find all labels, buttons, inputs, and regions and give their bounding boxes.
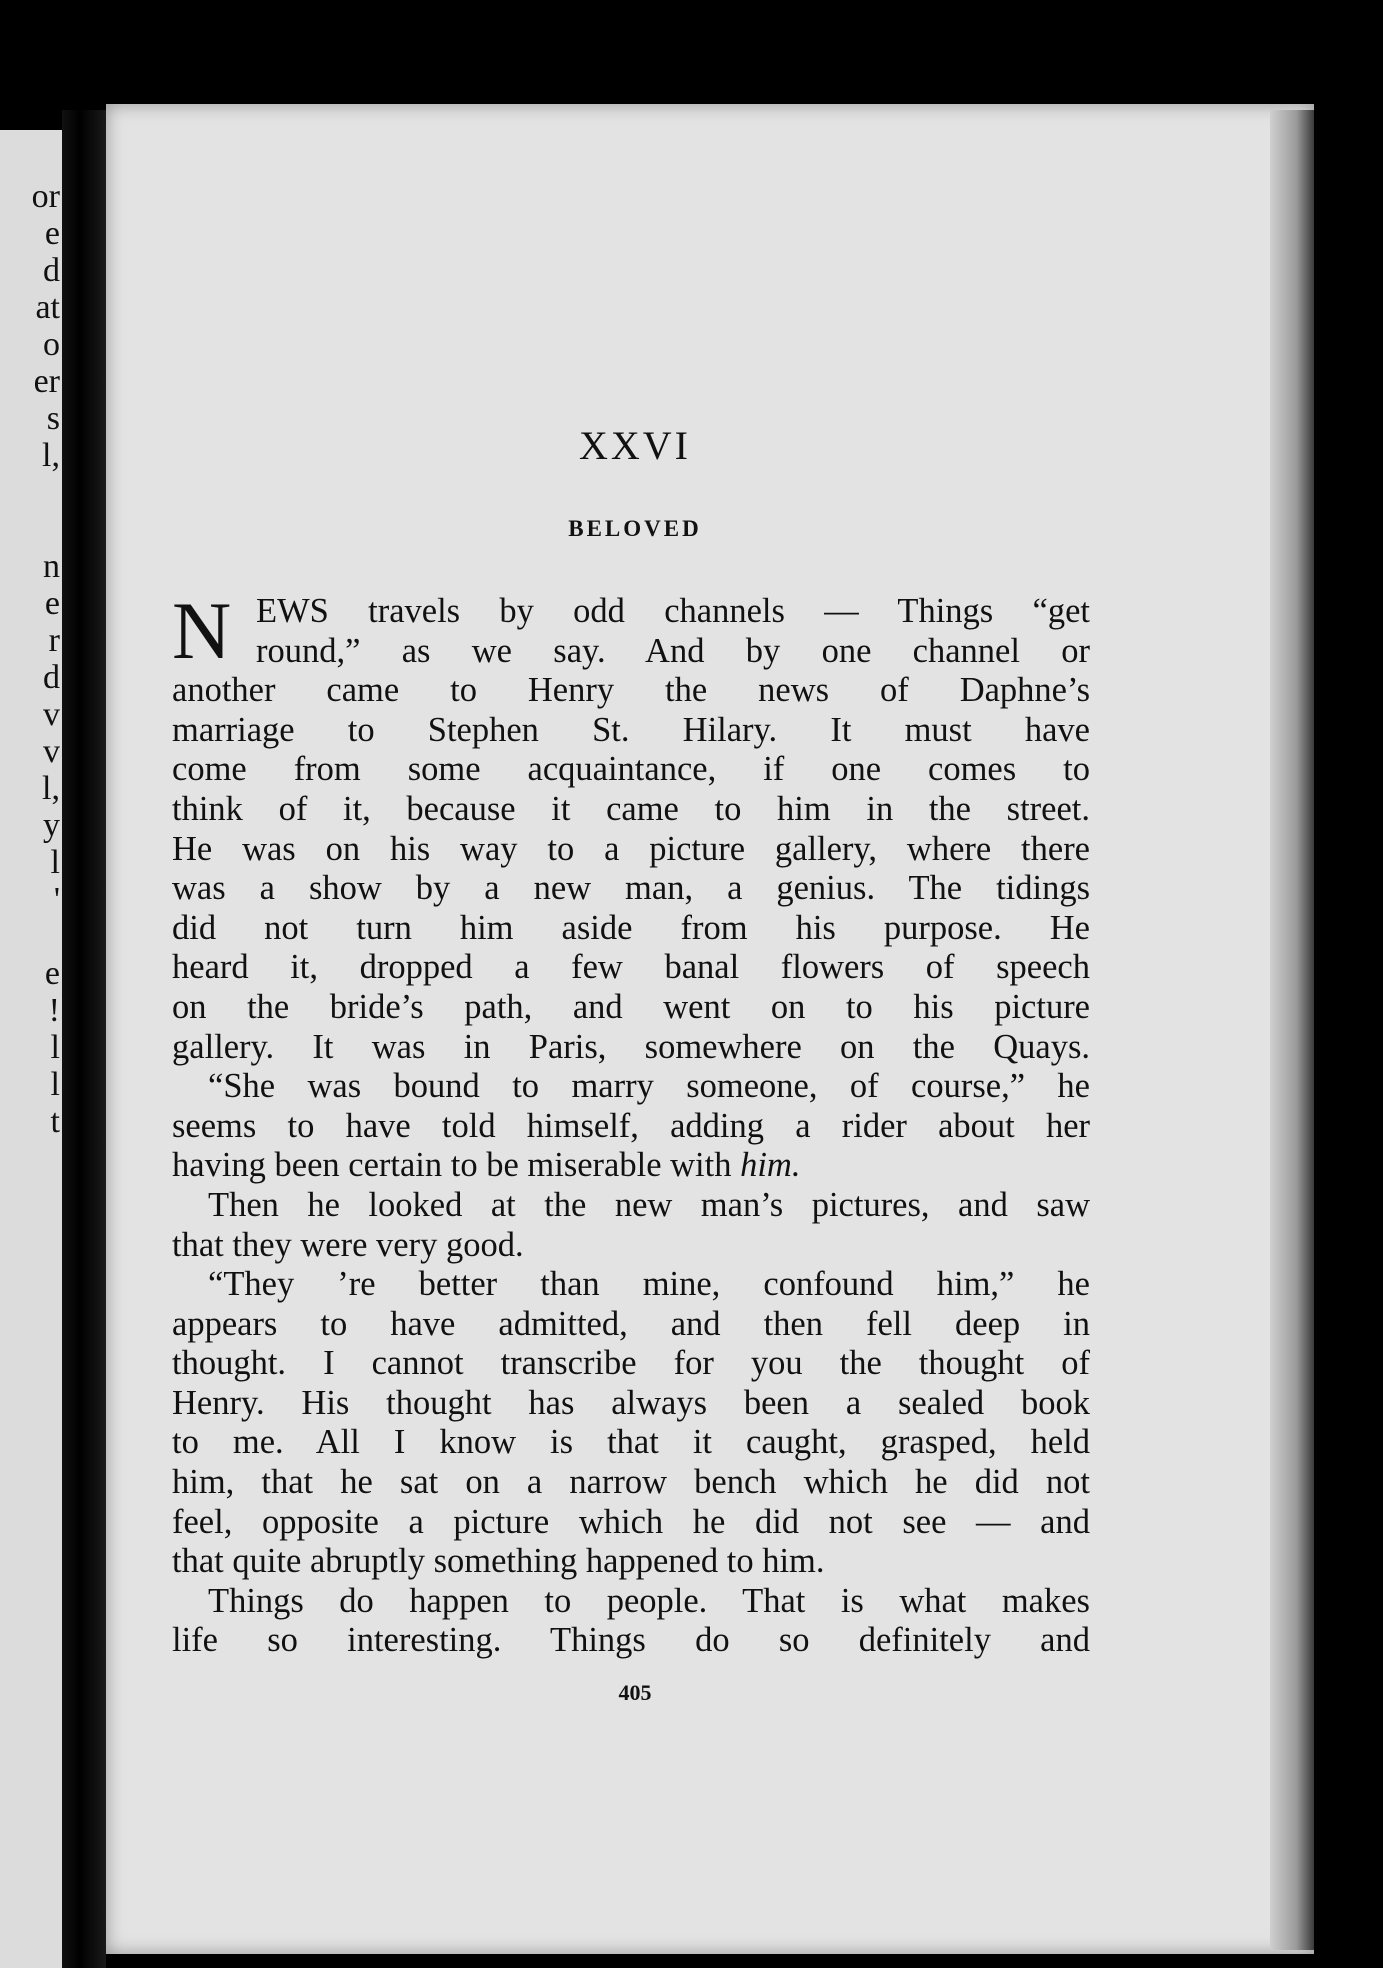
text-line <box>172 1028 1090 1068</box>
text-line-content: round,” as we say. And by one channel or <box>256 631 1090 670</box>
text-line <box>172 948 1090 988</box>
previous-page-fragment: n <box>43 548 60 585</box>
text-line-content: Then he looked at the new man’s pictures, and saw <box>208 1185 1090 1224</box>
text-line-content: appears to have admitted, and then fell deep in <box>172 1304 1090 1343</box>
drop-cap: N <box>172 585 232 676</box>
page-fore-edge <box>1270 110 1314 1950</box>
previous-page-fragment: e <box>44 585 60 622</box>
text-line <box>172 592 1090 632</box>
text-line <box>172 1503 1090 1543</box>
text-line-content: seems to have told himself, adding a rider about her <box>172 1106 1090 1145</box>
text-line <box>172 1186 1090 1226</box>
text-line-content: marriage to Stephen St. Hilary. It must have <box>172 710 1090 749</box>
text-line <box>172 1265 1090 1305</box>
text-line <box>172 750 1090 790</box>
text-line <box>172 1384 1090 1424</box>
text-line <box>172 1344 1090 1384</box>
chapter-title: BELOVED <box>568 516 702 541</box>
text-line-content: Henry. His thought has always been a sealed book <box>172 1383 1090 1422</box>
text-line-content: life so interesting. Things do so definitely and <box>172 1621 1090 1660</box>
previous-page-fragment: t <box>50 1103 60 1140</box>
previous-page-fragment: r <box>48 622 60 659</box>
previous-page-fragment: ! <box>48 992 60 1029</box>
text-line <box>172 1226 1090 1266</box>
text-line <box>172 1146 1090 1186</box>
previous-page-fragment: o <box>43 326 60 363</box>
previous-page-fragment: at <box>35 289 60 326</box>
text-line <box>172 1107 1090 1147</box>
text-line <box>172 1463 1090 1503</box>
text-line-content: him, that he sat on a narrow bench which he did not <box>172 1463 1090 1502</box>
previous-page-fragment: ' <box>53 881 60 918</box>
previous-page-fragment: l <box>50 1029 60 1066</box>
text-line <box>172 869 1090 909</box>
text-line-content: think of it, because it came to him in the street. <box>172 789 1090 828</box>
text-line <box>172 1067 1090 1107</box>
text-line-content: feel, opposite a picture which he did not see — and <box>172 1502 1090 1541</box>
chapter-number: XXVI <box>579 423 691 468</box>
text-line-content: gallery. It was in Paris, somewhere on the Quays. <box>172 1027 1090 1066</box>
text-line <box>172 1423 1090 1463</box>
previous-page-fragment: e <box>44 955 60 992</box>
previous-page-fragment: e <box>44 215 60 252</box>
text-line <box>172 790 1090 830</box>
previous-page-fragment: l, <box>42 437 60 474</box>
text-line <box>172 988 1090 1028</box>
text-line-content: “They ’re better than mine, confound him,” he <box>208 1265 1090 1304</box>
text-line-content: on the bride’s path, and went on to his picture <box>172 987 1090 1026</box>
text-line <box>172 671 1090 711</box>
previous-page-fragment: l, <box>42 770 60 807</box>
previous-page-fragment: v <box>43 733 60 770</box>
previous-page-fragment: er <box>33 363 60 400</box>
previous-page-fragment: y <box>43 807 60 844</box>
text-line-content: having been certain to be miserable with <box>172 1146 732 1185</box>
previous-page-fragment: l <box>50 1066 60 1103</box>
previous-page-fragment: s <box>46 400 60 437</box>
text-line-content: EWS travels by odd channels — Things “get <box>256 592 1090 630</box>
text-line-content: did not turn him aside from his purpose. He <box>172 908 1090 947</box>
previous-page-fragment: v <box>43 696 60 733</box>
text-line <box>172 830 1090 870</box>
text-line-content: thought. I cannot transcribe for you the thought of <box>172 1344 1090 1383</box>
previous-page-fragment: d <box>43 252 60 289</box>
text-line-content: “She was bound to marry someone, of course,” he <box>208 1067 1090 1106</box>
text-line <box>172 1621 1090 1661</box>
text-line <box>172 909 1090 949</box>
text-line <box>172 711 1090 751</box>
text-line-content: Things do happen to people. That is what makes <box>208 1581 1090 1620</box>
text-line-content: to me. All I know is that it caught, grasped, held <box>172 1423 1090 1462</box>
italic-word: him. <box>740 1146 801 1185</box>
text-line-content: was a show by a new man, a genius. The tidings <box>172 869 1090 908</box>
text-line-content: He was on his way to a picture gallery, where there <box>172 829 1090 868</box>
text-line <box>172 1542 1090 1582</box>
page-number: 405 <box>618 1680 652 1705</box>
text-line-content: that they were very good. <box>172 1225 524 1264</box>
text-line <box>172 632 1090 672</box>
text-line <box>172 1305 1090 1345</box>
previous-page-fragment: or <box>31 178 60 215</box>
chapter-body <box>172 585 1090 1661</box>
previous-page-fragment: l <box>50 844 60 881</box>
text-line-content: that quite abruptly something happened to him. <box>172 1542 825 1581</box>
text-line-content: come from some acquaintance, if one comes to <box>172 750 1090 789</box>
text-line <box>172 1582 1090 1622</box>
text-line-content: heard it, dropped a few banal flowers of speech <box>172 948 1090 987</box>
text-line-content: another came to Henry the news of Daphne’s <box>172 671 1090 710</box>
previous-page-fragment: d <box>43 659 60 696</box>
